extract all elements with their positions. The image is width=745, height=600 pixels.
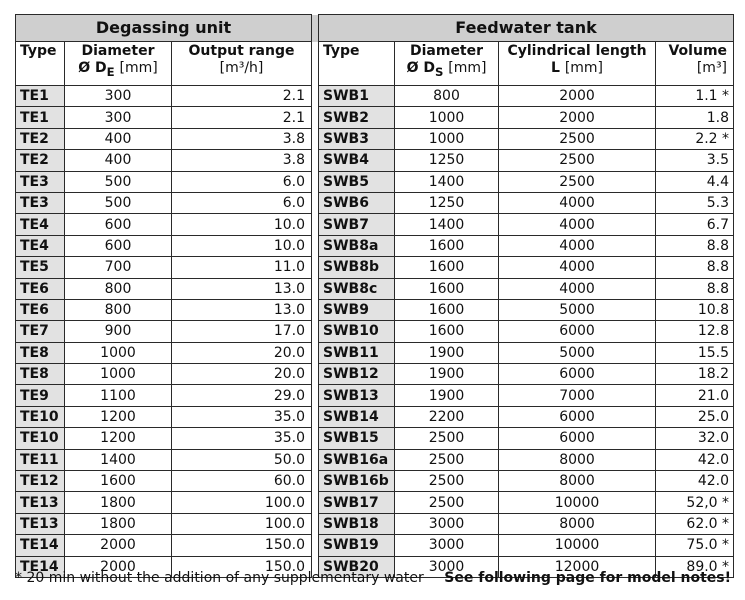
swb-diameter-cell: 1000 — [395, 128, 499, 149]
swb-volume-cell: 10.8 — [656, 299, 734, 320]
te-diameter-cell: 500 — [65, 192, 172, 213]
te-diameter-cell: 1100 — [65, 385, 172, 406]
swb-length-cell: 10000 — [499, 492, 656, 513]
swb-type-cell: SWB4 — [319, 150, 395, 171]
table-row — [16, 257, 734, 278]
table-row — [16, 364, 734, 385]
table-row — [16, 86, 734, 107]
swb-length-cell: 6000 — [499, 406, 656, 427]
swb-volume-cell: 75.0 * — [656, 535, 734, 556]
swb-diameter-cell: 1900 — [395, 385, 499, 406]
column-gap — [312, 385, 319, 406]
te-type-cell: TE12 — [16, 471, 65, 492]
swb-length-cell: 4000 — [499, 278, 656, 299]
swb-type-cell: SWB20 — [319, 556, 395, 577]
swb-length-cell: 12000 — [499, 556, 656, 577]
swb-diameter-cell: 2500 — [395, 471, 499, 492]
swb-type-cell: SWB15 — [319, 428, 395, 449]
te-type-cell: TE14 — [16, 535, 65, 556]
te-type-cell: TE2 — [16, 128, 65, 149]
column-gap — [312, 364, 319, 385]
swb-volume-cell: 32.0 — [656, 428, 734, 449]
te-diameter-cell: 400 — [65, 128, 172, 149]
column-gap — [312, 342, 319, 363]
swb-volume-cell: 21.0 — [656, 385, 734, 406]
swb-type-cell: SWB14 — [319, 406, 395, 427]
swb-type-cell: SWB6 — [319, 192, 395, 213]
swb-type-cell: SWB8b — [319, 257, 395, 278]
swb-type-cell: SWB8a — [319, 235, 395, 256]
table-row — [16, 150, 734, 171]
te-diameter-cell: 600 — [65, 214, 172, 235]
swb-volume-cell: 8.8 — [656, 278, 734, 299]
swb-type-cell: SWB16a — [319, 449, 395, 470]
te-type-cell: TE1 — [16, 86, 65, 107]
te-output-cell: 20.0 — [172, 364, 312, 385]
column-gap — [312, 257, 319, 278]
table-row — [16, 235, 734, 256]
te-type-header: Type — [16, 42, 65, 86]
te-type-cell: TE5 — [16, 257, 65, 278]
swb-diameter-cell: 1900 — [395, 364, 499, 385]
te-output-cell: 17.0 — [172, 321, 312, 342]
table-row — [16, 128, 734, 149]
te-type-cell: TE3 — [16, 171, 65, 192]
te-output-cell: 50.0 — [172, 449, 312, 470]
swb-type-cell: SWB7 — [319, 214, 395, 235]
swb-diameter-cell: 1000 — [395, 107, 499, 128]
te-output-cell: 60.0 — [172, 471, 312, 492]
swb-length-cell: 4000 — [499, 257, 656, 278]
te-output-cell: 100.0 — [172, 513, 312, 534]
table-row — [16, 214, 734, 235]
swb-type-cell: SWB8c — [319, 278, 395, 299]
swb-type-cell: SWB5 — [319, 171, 395, 192]
te-type-cell: TE10 — [16, 428, 65, 449]
swb-diameter-cell: 1250 — [395, 150, 499, 171]
te-output-cell: 10.0 — [172, 214, 312, 235]
column-gap — [312, 299, 319, 320]
te-type-cell: TE9 — [16, 385, 65, 406]
te-type-cell: TE3 — [16, 192, 65, 213]
te-type-cell: TE4 — [16, 214, 65, 235]
te-output-cell: 6.0 — [172, 171, 312, 192]
footnote: * 20 min without the addition of any supplementary water — [15, 570, 424, 586]
swb-type-cell: SWB2 — [319, 107, 395, 128]
column-gap — [312, 15, 319, 42]
te-output-cell: 10.0 — [172, 235, 312, 256]
column-gap — [312, 214, 319, 235]
te-type-cell: TE11 — [16, 449, 65, 470]
swb-length-cell: 4000 — [499, 235, 656, 256]
te-type-cell: TE7 — [16, 321, 65, 342]
swb-volume-cell: 52,0 * — [656, 492, 734, 513]
column-gap — [312, 171, 319, 192]
swb-length-cell: 6000 — [499, 428, 656, 449]
te-diameter-cell: 300 — [65, 107, 172, 128]
table-row — [16, 321, 734, 342]
te-output-cell: 150.0 — [172, 535, 312, 556]
swb-diameter-cell: 1400 — [395, 214, 499, 235]
swb-type-cell: SWB19 — [319, 535, 395, 556]
table-row — [16, 513, 734, 534]
swb-length-cell: 5000 — [499, 342, 656, 363]
swb-type-cell: SWB12 — [319, 364, 395, 385]
te-diameter-cell: 1600 — [65, 471, 172, 492]
specification-table — [15, 14, 734, 578]
swb-type-cell: SWB9 — [319, 299, 395, 320]
swb-length-cell: 2500 — [499, 171, 656, 192]
te-output-cell: 20.0 — [172, 342, 312, 363]
swb-length-cell: 8000 — [499, 449, 656, 470]
column-gap — [312, 449, 319, 470]
te-output-cell: 2.1 — [172, 107, 312, 128]
table-body — [16, 86, 734, 578]
te-diameter-cell: 2000 — [65, 556, 172, 577]
swb-length-header: Cylindrical length L [mm] — [499, 42, 656, 86]
swb-length-cell: 2500 — [499, 150, 656, 171]
te-output-cell: 100.0 — [172, 492, 312, 513]
table-row — [16, 107, 734, 128]
table-row — [16, 278, 734, 299]
swb-type-cell: SWB18 — [319, 513, 395, 534]
column-gap — [312, 471, 319, 492]
swb-diameter-cell: 1400 — [395, 171, 499, 192]
swb-diameter-cell: 1600 — [395, 299, 499, 320]
te-type-cell: TE8 — [16, 342, 65, 363]
swb-diameter-cell: 3000 — [395, 535, 499, 556]
swb-diameter-cell: 3000 — [395, 556, 499, 577]
feedwater-tank-heading: Feedwater tank — [319, 15, 734, 42]
swb-type-cell: SWB1 — [319, 86, 395, 107]
te-diameter-cell: 300 — [65, 86, 172, 107]
swb-volume-cell: 6.7 — [656, 214, 734, 235]
swb-diameter-cell: 1600 — [395, 321, 499, 342]
swb-volume-cell: 4.4 — [656, 171, 734, 192]
swb-volume-cell: 1.8 — [656, 107, 734, 128]
swb-volume-cell: 15.5 — [656, 342, 734, 363]
column-gap — [312, 278, 319, 299]
column-gap — [312, 428, 319, 449]
swb-type-header: Type — [319, 42, 395, 86]
swb-volume-cell: 12.8 — [656, 321, 734, 342]
swb-length-cell: 7000 — [499, 385, 656, 406]
swb-diameter-cell: 2500 — [395, 428, 499, 449]
te-diameter-cell: 800 — [65, 278, 172, 299]
table-row — [16, 342, 734, 363]
column-gap — [312, 192, 319, 213]
table-row — [16, 492, 734, 513]
swb-type-cell: SWB3 — [319, 128, 395, 149]
te-diameter-cell: 900 — [65, 321, 172, 342]
te-diameter-cell: 1400 — [65, 449, 172, 470]
te-output-cell: 150.0 — [172, 556, 312, 577]
te-output-cell: 2.1 — [172, 86, 312, 107]
swb-length-cell: 8000 — [499, 471, 656, 492]
te-type-cell: TE1 — [16, 107, 65, 128]
te-type-cell: TE8 — [16, 364, 65, 385]
swb-volume-header: Volume [m³] — [656, 42, 734, 86]
te-diameter-cell: 1200 — [65, 406, 172, 427]
swb-length-cell: 10000 — [499, 535, 656, 556]
te-diameter-cell: 1800 — [65, 513, 172, 534]
te-output-cell: 13.0 — [172, 299, 312, 320]
swb-length-cell: 4000 — [499, 192, 656, 213]
table-row — [16, 385, 734, 406]
swb-volume-cell: 42.0 — [656, 471, 734, 492]
table-row — [16, 428, 734, 449]
te-diameter-cell: 600 — [65, 235, 172, 256]
te-output-cell: 3.8 — [172, 150, 312, 171]
swb-length-cell: 4000 — [499, 214, 656, 235]
swb-diameter-cell: 2500 — [395, 449, 499, 470]
te-type-cell: TE4 — [16, 235, 65, 256]
column-gap — [312, 321, 319, 342]
swb-volume-cell: 25.0 — [656, 406, 734, 427]
column-gap — [312, 128, 319, 149]
swb-volume-cell: 8.8 — [656, 235, 734, 256]
te-diameter-cell: 800 — [65, 299, 172, 320]
column-gap — [312, 42, 319, 86]
swb-length-cell: 2000 — [499, 86, 656, 107]
te-output-cell: 3.8 — [172, 128, 312, 149]
model-notes-reference: See following page for model notes! — [444, 570, 731, 586]
swb-diameter-cell: 1600 — [395, 278, 499, 299]
column-gap — [312, 235, 319, 256]
table-row — [16, 449, 734, 470]
swb-diameter-cell: 1900 — [395, 342, 499, 363]
te-diameter-header: Diameter Ø $D_E$ [mm] — [65, 42, 172, 86]
te-output-cell: 35.0 — [172, 428, 312, 449]
te-type-cell: TE6 — [16, 299, 65, 320]
swb-diameter-cell: 1600 — [395, 257, 499, 278]
te-diameter-cell: 2000 — [65, 535, 172, 556]
swb-volume-cell: 18.2 — [656, 364, 734, 385]
swb-length-cell: 2500 — [499, 128, 656, 149]
column-gap — [312, 86, 319, 107]
column-gap — [312, 492, 319, 513]
te-output-cell: 35.0 — [172, 406, 312, 427]
swb-volume-cell: 5.3 — [656, 192, 734, 213]
swb-length-cell: 6000 — [499, 364, 656, 385]
swb-length-cell: 6000 — [499, 321, 656, 342]
te-diameter-cell: 500 — [65, 171, 172, 192]
swb-type-cell: SWB13 — [319, 385, 395, 406]
swb-diameter-cell: 1250 — [395, 192, 499, 213]
te-diameter-cell: 400 — [65, 150, 172, 171]
te-diameter-cell: 1000 — [65, 364, 172, 385]
te-type-cell: TE10 — [16, 406, 65, 427]
swb-diameter-cell: 3000 — [395, 513, 499, 534]
te-output-header: Output range [m³/h] — [172, 42, 312, 86]
te-type-cell: TE14 — [16, 556, 65, 577]
swb-length-cell: 2000 — [499, 107, 656, 128]
te-diameter-cell: 1200 — [65, 428, 172, 449]
table-row — [16, 471, 734, 492]
swb-diameter-cell: 1600 — [395, 235, 499, 256]
swb-type-cell: SWB10 — [319, 321, 395, 342]
swb-volume-cell: 2.2 * — [656, 128, 734, 149]
degassing-unit-heading: Degassing unit — [16, 15, 312, 42]
column-gap — [312, 150, 319, 171]
te-type-cell: TE13 — [16, 513, 65, 534]
te-output-cell: 29.0 — [172, 385, 312, 406]
swb-length-cell: 8000 — [499, 513, 656, 534]
te-diameter-cell: 700 — [65, 257, 172, 278]
te-output-cell: 6.0 — [172, 192, 312, 213]
table-row — [16, 535, 734, 556]
table-row — [16, 192, 734, 213]
column-gap — [312, 406, 319, 427]
te-type-cell: TE13 — [16, 492, 65, 513]
swb-type-cell: SWB16b — [319, 471, 395, 492]
swb-type-cell: SWB17 — [319, 492, 395, 513]
swb-volume-cell: 42.0 — [656, 449, 734, 470]
swb-volume-cell: 1.1 * — [656, 86, 734, 107]
column-gap — [312, 107, 319, 128]
table-row — [16, 406, 734, 427]
table-row — [16, 299, 734, 320]
column-gap — [312, 535, 319, 556]
swb-length-cell: 5000 — [499, 299, 656, 320]
te-output-cell: 11.0 — [172, 257, 312, 278]
swb-volume-cell: 89.0 * — [656, 556, 734, 577]
swb-diameter-cell: 2500 — [395, 492, 499, 513]
te-diameter-cell: 1000 — [65, 342, 172, 363]
column-gap — [312, 513, 319, 534]
swb-diameter-cell: 2200 — [395, 406, 499, 427]
te-diameter-cell: 1800 — [65, 492, 172, 513]
swb-type-cell: SWB11 — [319, 342, 395, 363]
swb-volume-cell: 3.5 — [656, 150, 734, 171]
swb-volume-cell: 62.0 * — [656, 513, 734, 534]
table-row — [16, 171, 734, 192]
te-type-cell: TE6 — [16, 278, 65, 299]
swb-volume-cell: 8.8 — [656, 257, 734, 278]
te-type-cell: TE2 — [16, 150, 65, 171]
swb-diameter-cell: 800 — [395, 86, 499, 107]
te-output-cell: 13.0 — [172, 278, 312, 299]
swb-diameter-header: Diameter Ø $D_S$ [mm] — [395, 42, 499, 86]
